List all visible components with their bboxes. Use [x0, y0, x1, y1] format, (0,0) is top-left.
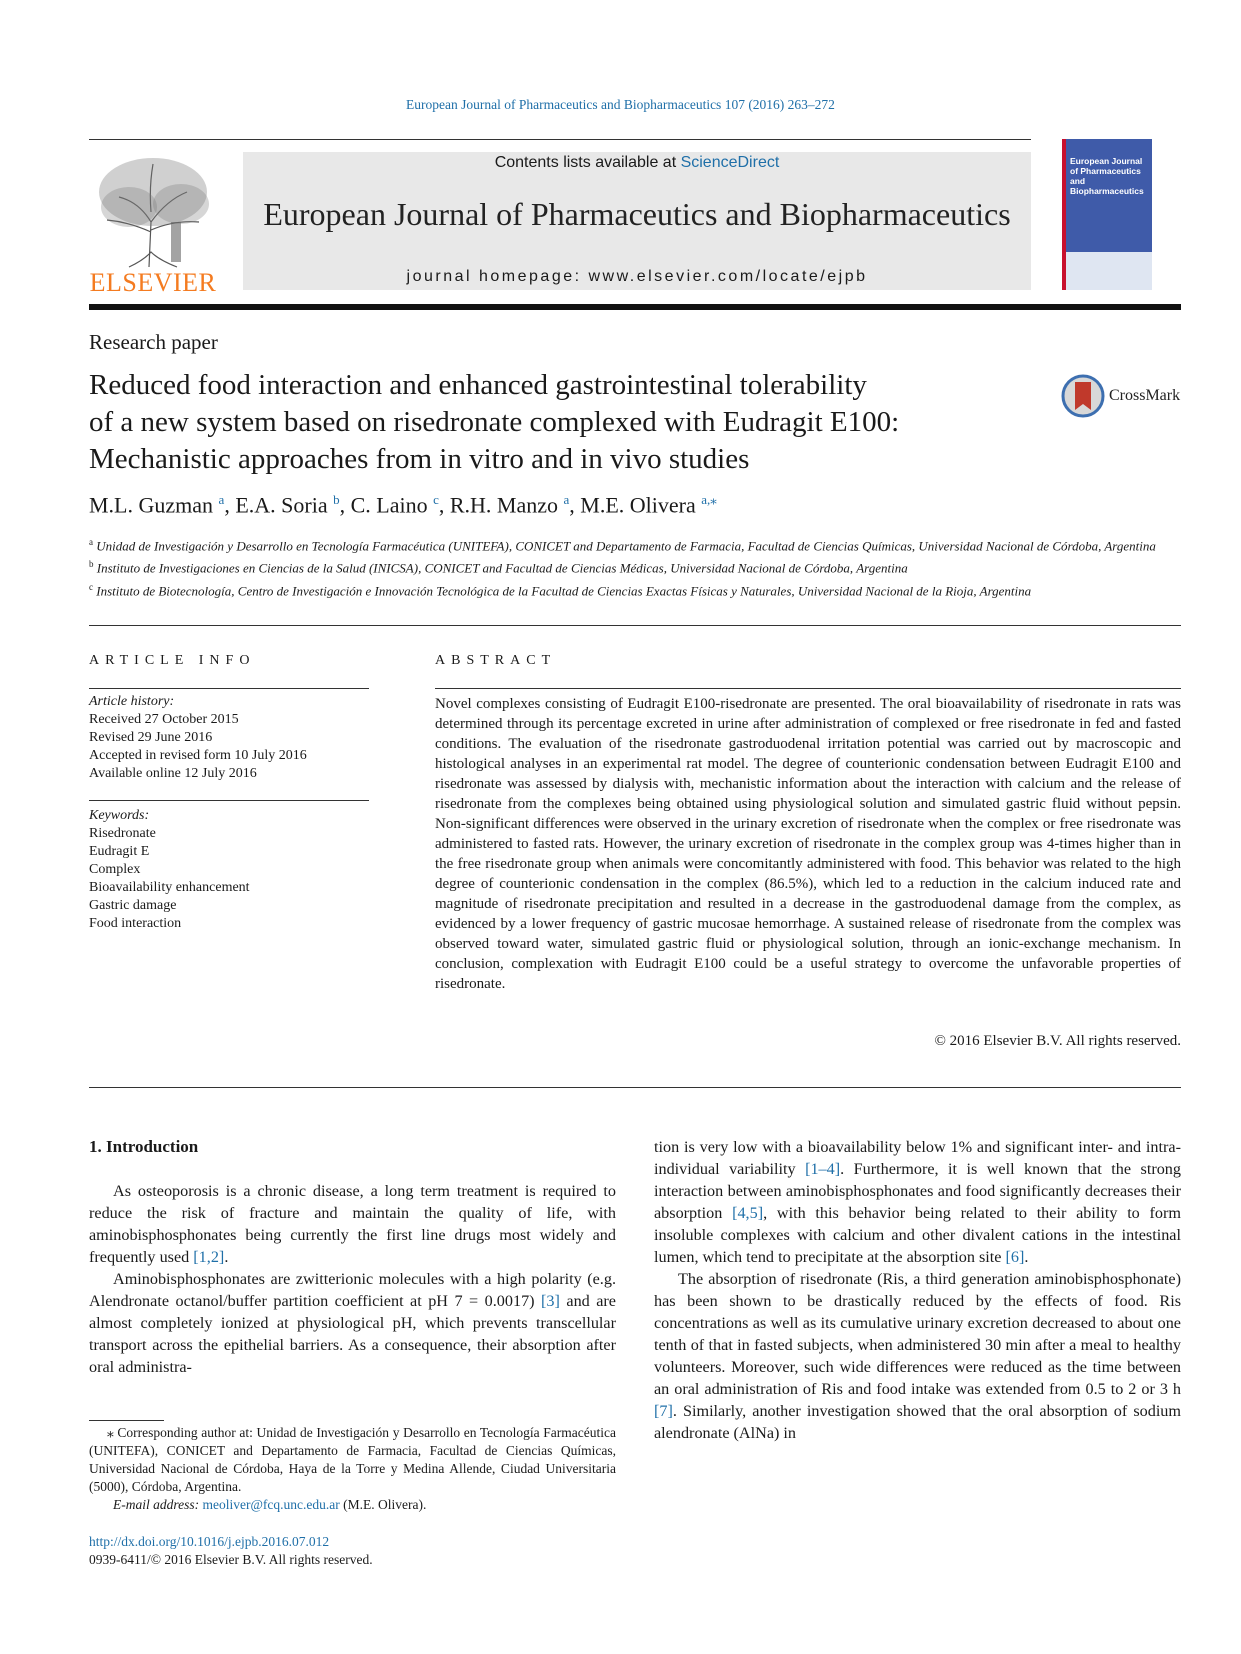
journal-title: European Journal of Pharmaceutics and Biopharmaceutics	[263, 196, 1011, 232]
journal-cover-thumbnail[interactable]	[1062, 139, 1152, 290]
corresponding-author-footnote	[89, 1424, 616, 1496]
body-text: . Similarly, another investigation showed that the oral absorption of sodium alendronate (AlNa) in	[654, 1402, 1181, 1442]
header-thick-rule	[89, 304, 1181, 310]
keyword: Food interaction	[89, 916, 182, 931]
journal-homepage[interactable]: journal homepage: www.elsevier.com/locate/ejpb	[406, 268, 868, 285]
body-text: As osteoporosis is a chronic disease, a long term treatment is required to reduce the risk of fracture and maintain the quality of life, with aminobisphosphonates being currently the first line drugs most widely and frequently used	[89, 1182, 616, 1266]
author-list: M.L. Guzman $^a$, E.A. Soria $^b$, C. Laino $^c$, R.H. Manzo $^a$, M.E. Olivera $^{a,⁎}$	[89, 492, 717, 518]
issn-line: 0939-6411/© 2016 Elsevier B.V. All rights reserved.	[89, 1552, 373, 1567]
keyword: Risedronate	[89, 826, 156, 841]
author-name: R.H. Manzo	[449, 492, 559, 518]
email-label: E-mail address:	[113, 1497, 203, 1512]
crossmark-badge[interactable]	[1061, 374, 1181, 420]
title-line: Reduced food interaction and enhanced gastrointestinal tolerability	[89, 369, 867, 401]
crossmark-label: CrossMark	[1109, 387, 1181, 404]
contents-prefix: Contents lists available at	[494, 154, 681, 171]
author-affiliation-marker[interactable]: c	[433, 492, 439, 507]
body-paragraph	[654, 1136, 1181, 1268]
divider	[89, 625, 1181, 626]
cover-bottom-panel	[1066, 252, 1152, 290]
author-name: M.L. Guzman	[89, 492, 214, 518]
doi-link[interactable]: http://dx.doi.org/10.1016/j.ejpb.2016.07.012	[89, 1534, 330, 1549]
contents-available-line	[243, 154, 1031, 172]
footnote-rule	[89, 1420, 164, 1421]
email-link[interactable]: meoliver@fcq.unc.edu.ar	[202, 1497, 340, 1512]
title-line: of a new system based on risedronate complexed with Eudragit E100:	[89, 406, 900, 438]
article-title	[89, 367, 1049, 478]
crossmark-icon	[1061, 374, 1105, 418]
body-text: . Furthermore, it is well known that the strong interaction between aminobisphosphonates and food significantly decreases their absorption	[654, 1160, 1181, 1222]
keywords	[89, 807, 369, 933]
cover-title: European Journal of Pharmaceutics and Biopharmaceutics	[1070, 156, 1144, 196]
body-text: tion is very low with a bioavailability below 1% and significant inter- and intra-individual variability	[654, 1138, 1181, 1178]
citation-link[interactable]: [7]	[654, 1402, 673, 1420]
body-paragraph	[654, 1268, 1181, 1444]
history-item: Revised 29 June 2016	[89, 730, 213, 745]
history-item: Received 27 October 2015	[89, 712, 239, 727]
section-heading: 1. Introduction	[89, 1137, 199, 1156]
divider	[89, 688, 369, 689]
divider	[435, 688, 1181, 689]
body-text: The absorption of risedronate (Ris, a third generation aminobisphosphonate) has been shown to be drastically reduced by the effects of food. Ris concentrations as well as its cumulative urinary excretion decreased to about one tenth of that in fasted subjects, when administered 30 min after a meal to healthy volunteers. Moreover, such wide differences were reduced as the time between an oral administration of Ris and food intake was extended from 0.5 to 2 or 3 h	[654, 1270, 1181, 1398]
footnote-text: ⁎ Corresponding author at: Unidad de Investigación y Desarrollo en Tecnología Farmacéutica (UNITEFA), CONICET and Departamento de Farmacia, Facultad de Ciencias Químicas, Universidad Nacional de Córdoba, Haya de la Torre y Medina Allende, Ciudad Universitaria (5000), Córdoba, Argentina.	[89, 1425, 616, 1494]
author-name: C. Laino	[350, 492, 428, 518]
body-column-left	[89, 1180, 616, 1378]
article-history	[89, 693, 369, 783]
body-text: , with this behavior being related to their ability to form insoluble complexes with calcium and other divalent cations in the intestinal lumen, which tend to precipitate at the absorption site	[654, 1204, 1181, 1266]
title-line: Mechanistic approaches from in vitro and in vivo studies	[89, 443, 750, 475]
history-item: Available online 12 July 2016	[89, 766, 257, 781]
divider	[89, 800, 369, 801]
citation-link[interactable]: [1–4]	[805, 1160, 841, 1178]
history-label: Article history:	[89, 694, 175, 709]
affiliations	[89, 533, 1181, 600]
divider	[89, 1087, 1181, 1088]
email-suffix: (M.E. Olivera).	[339, 1497, 427, 1512]
keyword: Eudragit E	[89, 844, 150, 859]
article-type: Research paper	[89, 330, 218, 354]
citation-link[interactable]: [1,2]	[193, 1248, 225, 1266]
author-affiliation-marker[interactable]: a,⁎	[701, 492, 717, 507]
elsevier-wordmark: ELSEVIER	[89, 268, 217, 297]
affiliation-b: $^b$ Instituto de Investigaciones en Ciencias de la Salud (INICSA), CONICET and Facultad de Ciencias Médicas, Universidad Nacional de Córdoba, Argentina	[89, 559, 908, 576]
affiliation-a: $^a$ Unidad de Investigación y Desarrollo en Tecnología Farmacéutica (UNITEFA), CONICET and Departamento de Farmacia, Facultad de Ciencias Químicas, Universidad Nacional de Córdoba, Argentina	[89, 537, 1156, 554]
citation-link[interactable]: [6]	[1005, 1248, 1025, 1266]
keyword: Complex	[89, 862, 141, 877]
body-text: .	[224, 1248, 229, 1266]
article-info-heading: ARTICLE INFO	[89, 653, 256, 668]
body-text: and are almost completely ionized at physiological pH, which prevents transcellular transport across the epithelial barriers. As a consequence, their absorption after oral administra-	[89, 1292, 616, 1376]
keyword: Gastric damage	[89, 898, 177, 913]
author-name: M.E. Olivera	[580, 492, 696, 518]
citation-link[interactable]: [3]	[541, 1292, 560, 1310]
author-affiliation-marker[interactable]: b	[333, 492, 340, 507]
body-column-right	[654, 1136, 1181, 1444]
abstract-copyright: © 2016 Elsevier B.V. All rights reserved.	[934, 1033, 1181, 1049]
author-name: E.A. Soria	[235, 492, 328, 518]
email-line	[113, 1497, 426, 1513]
affiliation-c: $^c$ Instituto de Biotecnología, Centro de Investigación e Innovación Tecnológica de la Facultad de Ciencias Exactas Físicas y Naturales, Universidad Nacional de la Rioja, Argentina	[89, 581, 1032, 598]
body-paragraph	[89, 1180, 616, 1268]
abstract-text: Novel complexes consisting of Eudragit E100-risedronate are presented. The oral bioavailability of risedronate in rats was determined through its percentage excreted in urine after administration of complexed or free risedronate in fed and fasted conditions. The evaluation of the risedronate gastroduodenal irritation potential was carried out by macroscopic and histological analyses in an experimental rat model. The degree of counterionic condensation between Eudragit E100 and risedronate was assessed by dialysis with, mechanistic information about the interaction with calcium and the release of risedronate from the complexes being obtained using physiological solution and simulated gastric fluid without pepsin. Non-significant differences were observed in the urinary excretion of risedronate when the complex or free risedronate was administered to fasted rats. However, the urinary excretion of risedronate in the complex group was 4-times higher than in the free risedronate group when animals were concomitantly administered with food. This behavior was related to the high degree of counterionic condensation in the complex (86.5%), which led to a reduction in the calcium induced rate and magnitude of risedronate precipitation and resulted in a decrease in the gastroduodenal damage from the complex, as evidenced by a lower frequency of gastric mucosae hemorrhage. A sustained release of risedronate from the complex was observed toward water, simulated gastric fluid or physiological solution, through an ionic-exchange mechanism. In conclusion, complexation with Eudragit E100 could be a useful strategy to overcome the unfavorable properties of risedronate.	[435, 696, 1181, 992]
citation-link[interactable]: [4,5]	[732, 1204, 764, 1222]
body-paragraph	[89, 1268, 616, 1378]
sciencedirect-link[interactable]: ScienceDirect	[680, 154, 780, 171]
author-affiliation-marker[interactable]: a	[563, 492, 570, 507]
abstract-heading: ABSTRACT	[435, 653, 557, 668]
keywords-label: Keywords:	[89, 808, 150, 823]
history-item: Accepted in revised form 10 July 2016	[89, 748, 307, 763]
body-text: Aminobisphosphonates are zwitterionic molecules with a high polarity (e.g. Alendronate octanol/buffer partition coefficient at pH 7 = 0.0017)	[89, 1270, 616, 1310]
body-text: .	[1024, 1248, 1029, 1266]
keyword: Bioavailability enhancement	[89, 880, 250, 895]
author-affiliation-marker[interactable]: a	[218, 492, 225, 507]
journal-citation[interactable]: European Journal of Pharmaceutics and Biopharmaceutics 107 (2016) 263–272	[406, 97, 835, 112]
header-top-rule	[89, 139, 1031, 140]
